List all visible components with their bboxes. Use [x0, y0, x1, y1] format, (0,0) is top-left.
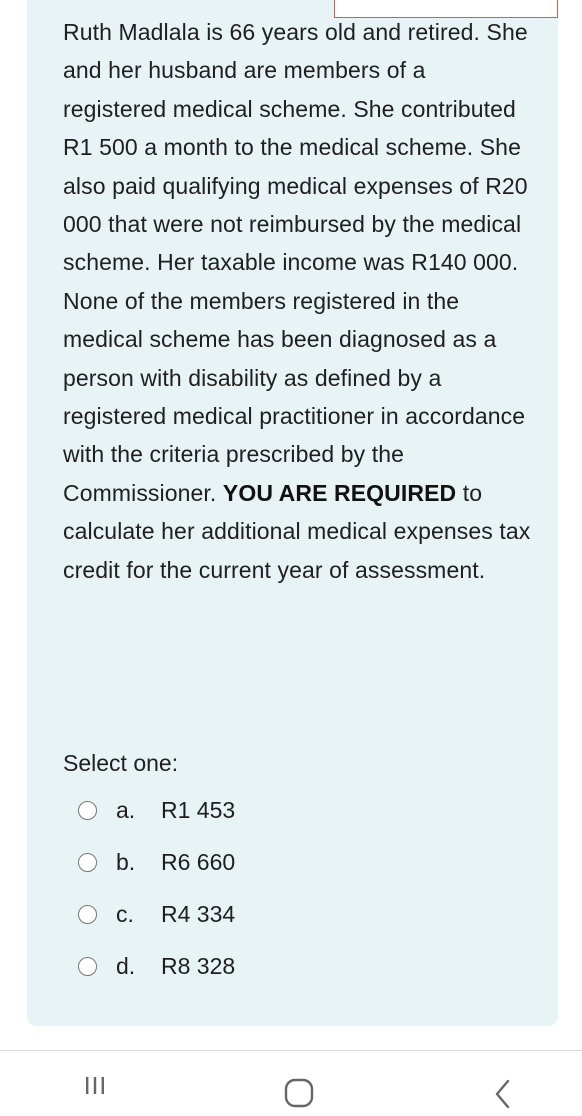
option-c-letter: c. — [116, 901, 134, 927]
option-b-radio[interactable] — [78, 853, 97, 872]
option-a-value[interactable]: R1 453 — [161, 797, 236, 823]
option-b-value[interactable]: R6 660 — [161, 849, 236, 875]
option-d-letter: d. — [116, 953, 136, 979]
android-nav-bar — [0, 1051, 582, 1116]
back-button[interactable] — [462, 1051, 542, 1116]
option-d-value[interactable]: R8 328 — [161, 953, 236, 979]
answer-options — [78, 790, 378, 998]
option-b[interactable] — [78, 842, 378, 894]
option-d-radio[interactable] — [78, 957, 97, 976]
select-one-prompt: Select one: — [63, 750, 179, 776]
home-button[interactable] — [251, 1051, 331, 1116]
question-text-part-1: Ruth Madlala is 66 years old and retired. She and her husband are members of a registered medical scheme. She contributed R1 500 a month to the medical scheme. She also paid qualifying medical expenses of R20 000 that were not reimbursed by the medical scheme. Her taxable income was R140 000. None of the members registered in the medical scheme has been diagnosed as a person with disability as defined by a registered medical practitioner in accordance with the criteria prescribed by the Commissioner. — [63, 19, 528, 506]
back-icon — [462, 1051, 542, 1116]
option-c-radio[interactable] — [78, 905, 97, 924]
option-b-letter: b. — [116, 849, 136, 875]
option-d[interactable] — [78, 946, 378, 998]
question-text-part-2: to calculate her additional medical expenses tax credit for the current year of assessment. — [63, 479, 531, 583]
option-c-value[interactable]: R4 334 — [161, 901, 236, 927]
option-a-radio[interactable] — [78, 801, 97, 820]
recents-icon — [57, 1051, 137, 1116]
option-a-letter: a. — [116, 797, 136, 823]
option-a[interactable] — [78, 790, 378, 842]
question-text — [63, 13, 533, 589]
recents-button[interactable] — [57, 1051, 137, 1116]
home-icon — [251, 1051, 331, 1116]
option-c[interactable] — [78, 894, 378, 946]
question-required-bold: YOU ARE REQUIRED — [222, 479, 457, 506]
